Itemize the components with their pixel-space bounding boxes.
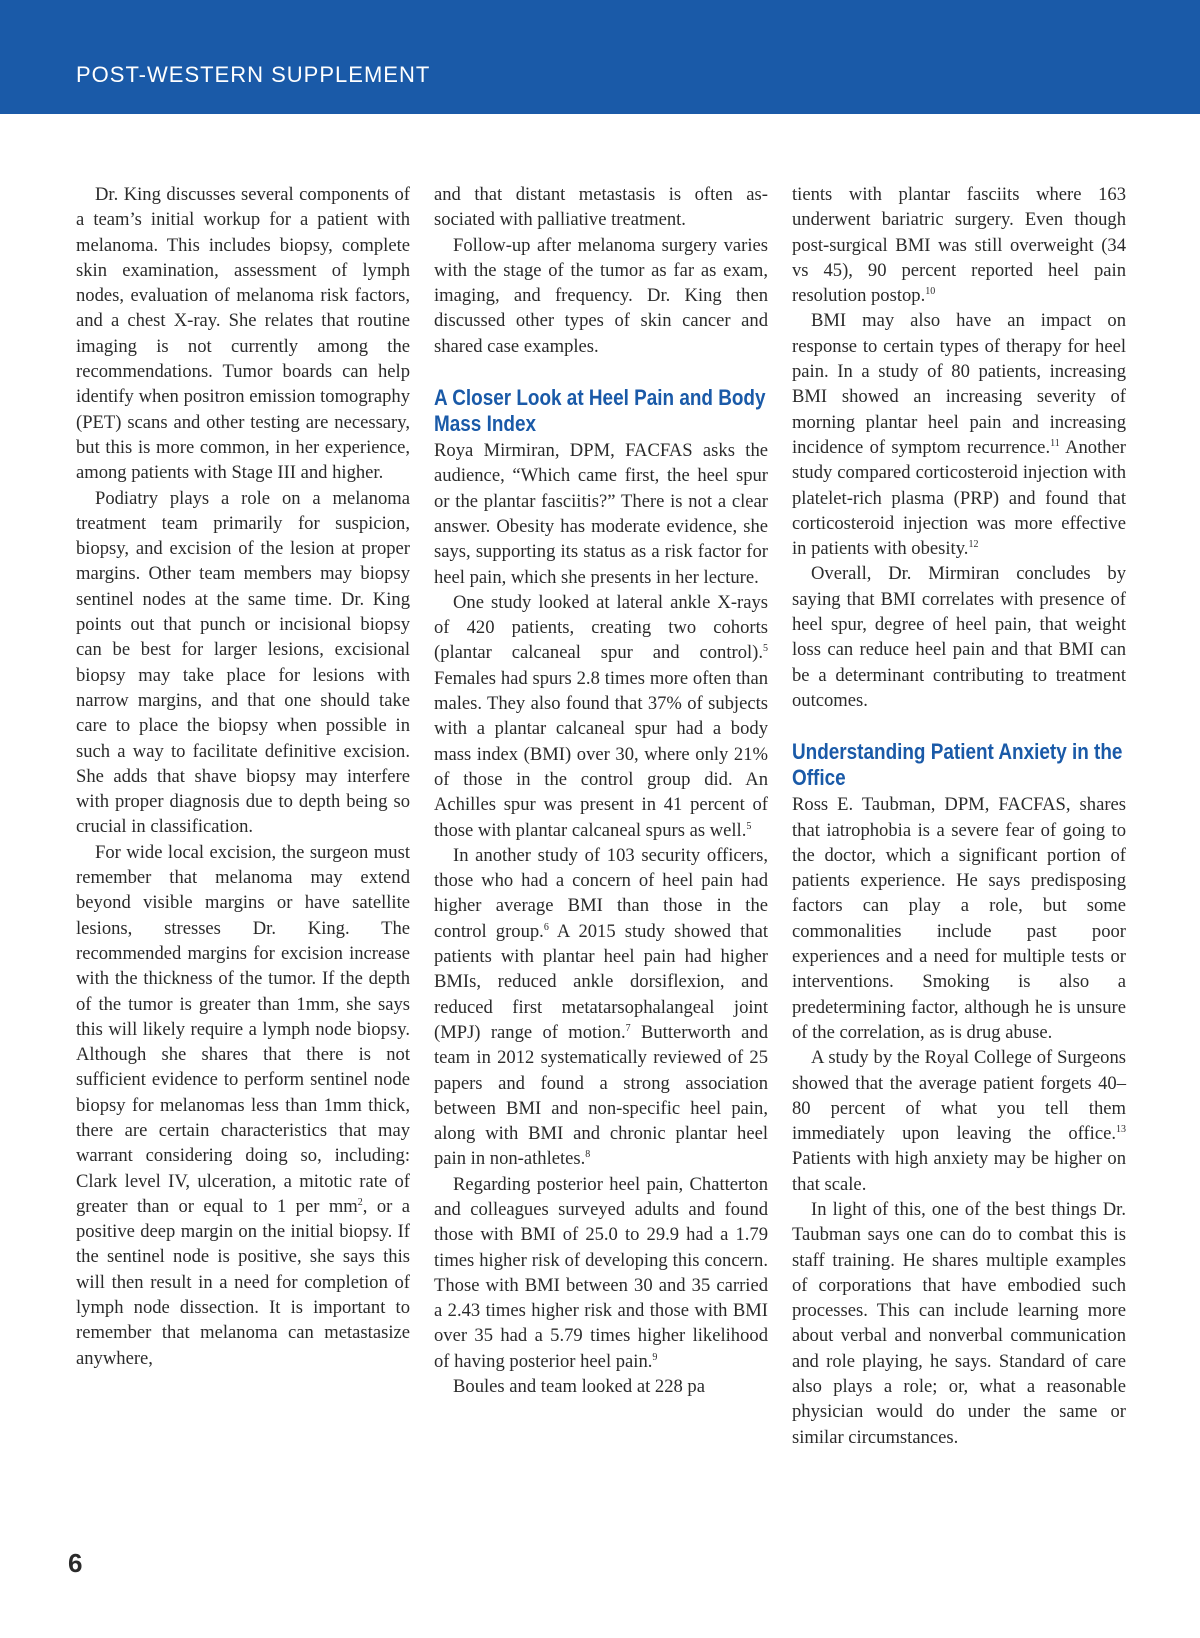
paragraph: Boules and team looked at 228 pa — [453, 1376, 705, 1398]
citation: 11 — [1050, 437, 1060, 449]
paragraph: Overall, Dr. Mirmiran concludes by saying that BMI correlates with presence of heel spur, degree of heel pain, that weight loss can reduce heel pain and that BMI can be a determinant contributing to treatment outcomes. — [792, 563, 1126, 711]
citation: 10 — [925, 286, 936, 298]
citation: 6 — [543, 921, 549, 933]
section-title: POST-WESTERN SUPPLEMENT — [76, 62, 431, 87]
column-3 — [792, 182, 1126, 1450]
paragraph: Podiatry plays a role on a melanoma treatment team primarily for suspicion, biopsy, and excision of the lesion at proper margins. Other team members may biopsy sentinel nodes at the same time. Dr. King points out that punch or incisional biopsy can be best for larger lesions, excisional biopsy may take place for lesions with narrow margins, and that one should take care to place the biopsy when possible in such a way to facilitate definitive excision. She adds that shave biopsy may interfere with proper diagnosis due to depth being so crucial in classification. — [76, 487, 410, 838]
header-bar — [0, 0, 1200, 114]
column-1 — [76, 182, 410, 1371]
paragraph: One study looked at lateral ankle X-rays of 420 patients, creating two cohorts (plantar calcaneal spur and control).$^5$ Females had spurs 2.8 times more often than males. They also found that 37% of subjects with a plantar calcaneal spur had a body mass index (BMI) over 30, where only 21% of those in the control group did. An Achilles spur was present in 41 percent of those with plantar calcaneal spurs as well.$^5$ — [434, 591, 768, 841]
page-number: 6 — [68, 1548, 83, 1578]
citation: 5 — [746, 820, 752, 832]
section-heading: Understanding Patient Anxiety in the Office — [792, 739, 1123, 791]
paragraph: Ross E. Taubman, DPM, FACFAS, shares that iatrophobia is a severe fear of going to the doctor, which a significant portion of patients experience. He says predisposing factors can play a role, but some commonalities include past poor experiences and a need for multiple tests or interventions. Smoking is also a predetermining factor, although he is unsure of the correlation, as is drug abuse. — [792, 794, 1126, 1043]
paragraph: Roya Mirmiran, DPM, FACFAS asks the audience, “Which came first, the heel spur or the plantar fasciitis?” There is not a clear answer. Obesity has moderate evidence, she says, supporting its status as a risk factor for heel pain, which she presents in her lecture. — [434, 440, 768, 588]
paragraph: and that distant metastasis is often associated with palliative treatment. — [434, 184, 768, 231]
paragraph: Follow-up after melanoma surgery varies with the stage of the tumor as far as exam, imaging, and frequency. Dr. King then discussed other types of skin cancer and shared case examples. — [434, 234, 768, 357]
citation: 12 — [968, 539, 979, 551]
citation: 8 — [585, 1149, 591, 1161]
paragraph: tients with plantar fasciits where 163 underwent bariatric surgery. Even though post-surgical BMI was still overweight (34 vs 45), 90 percent reported heel pain resolution postop.$^{10}$ — [792, 184, 1126, 307]
paragraph: BMI may also have an impact on response to certain types of therapy for heel pain. In a study of 80 patients, increasing BMI showed an increasing severity of morning plantar heel pain and increasing incidence of symptom recurrence.$^{11}$ Another study compared corticosteroid injection with platelet-rich plasma (PRP) and found that corticosteroid injection was more effective in patients with obesity.$^{12}$ — [792, 310, 1126, 560]
citation: 9 — [652, 1351, 658, 1363]
citation: 5 — [763, 643, 768, 655]
column-2 — [434, 182, 768, 1399]
citation: 7 — [625, 1022, 631, 1034]
paragraph: For wide local excision, the surgeon must remember that melanoma may extend beyond visible margins or have satellite lesions, stresses Dr. King. The recommended margins for excision increase with the thickness of the tumor. If the depth of the tumor is greater than 1mm, she says this will likely require a lymph node biopsy. Although she shares that there is not sufficient evidence to perform sentinel node biopsy for melanomas less than 1mm thick, there are certain characteristics that may warrant considering doing so, including: Clark level IV, ulceration, a mitotic rate of greater than or equal to 1 per $mm^2$, or a positive deep margin on the initial biopsy. If the sentinel node is positive, she says this will then result in a need for completion of lymph node dissection. It is important to remember that melanoma can metastasize anywhere, — [76, 841, 411, 1369]
paragraph: In another study of 103 security officers, those who had a concern of heel pain had higher average BMI than those in the control group.$^6$ A 2015 study showed that patients with plantar heel pain had higher BMIs, reduced ankle dorsiflexion, and reduced first metatarsophalangeal joint (MPJ) range of motion.$^7$ Butterworth and team in 2012 systematically reviewed of 25 papers and found a strong association between BMI and non-specific heel pain, along with BMI and chronic plantar heel pain in non-athletes.$^8$ — [434, 844, 768, 1170]
paragraph: A study by the Royal College of Surgeons showed that the average patient forgets 40–80 percent of what you tell them immediately upon leaving the office.$^{13}$ Patients with high anxiety may be higher on that scale. — [792, 1047, 1126, 1195]
citation: 13 — [1116, 1124, 1126, 1136]
paragraph: In light of this, one of the best things Dr. Taubman says one can do to combat this is staff training. He shares multiple examples of corporations that have embodied such processes. This can include learning more about verbal and nonverbal communication and role playing, he says. Standard of care also plays a role; or, what a reasonable physician would do under the same or similar circumstances. — [792, 1198, 1126, 1448]
section-heading: A Closer Look at Heel Pain and Body Mass Index — [434, 385, 766, 437]
paragraph: Regarding posterior heel pain, Chatterton and colleagues surveyed adults and found those with BMI of 25.0 to 29.9 had a 1.79 times higher risk of developing this concern. Those with BMI between 30 and 35 carried a 2.43 times higher risk and those with BMI over 35 had a 5.79 times higher likelihood of having posterior heel pain.$^9$ — [434, 1173, 768, 1372]
superscript: 2 — [357, 1196, 363, 1208]
paragraph: Dr. King discusses several components of a team’s initial workup for a patient with melanoma. This includes biopsy, complete skin examination, assessment of lymph nodes, evaluation of melanoma risk factors, and a chest X-ray. She relates that routine imaging is not currently among the recommendations. Tumor boards can help identify when positron emission tomography (PET) scans and other testing are necessary, but this is more common, in her experience, among patients with Stage III and higher. — [76, 184, 410, 484]
